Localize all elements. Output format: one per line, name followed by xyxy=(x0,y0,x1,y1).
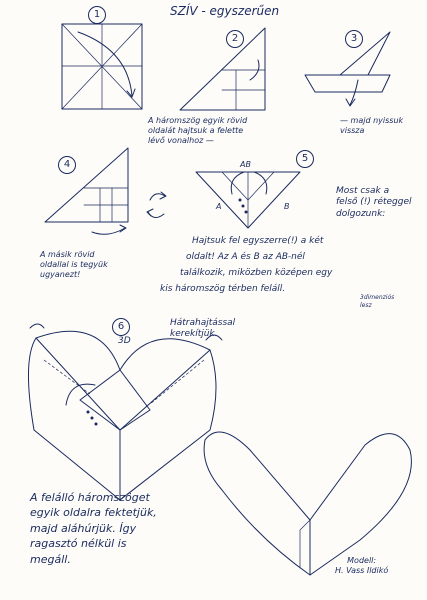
model-credit: Modell: H. Vass Ildikó xyxy=(335,556,389,575)
step5-triangle-diagram xyxy=(196,172,300,228)
step5-note: Most csak a felső (!) réteggel dolgozunk: xyxy=(336,186,412,219)
step6-note: Hátrahajtással kerekítjük. xyxy=(170,318,236,340)
step2-triangle-diagram xyxy=(180,28,265,110)
step5-instruction-line1: Hajtsuk fel egyszerre(!) a két xyxy=(192,236,324,246)
step3-instruction: — majd nyissuk vissza xyxy=(340,116,404,135)
step-number-6: 6 xyxy=(112,318,130,336)
step-number-5: 5 xyxy=(296,150,314,168)
step-number-3: 3 xyxy=(345,30,363,48)
step-number-1: 1 xyxy=(88,6,106,24)
label-ab: AB xyxy=(240,160,251,169)
step5-3d-note: 3dimenziós lesz xyxy=(360,294,395,309)
final-heart-diagram xyxy=(204,432,411,575)
step2-instruction: A háromszög egyik rövid oldalát hajtsuk a felette lévő vonalhoz — xyxy=(148,116,248,145)
step-number-2: 2 xyxy=(226,30,244,48)
step5-instruction-line2: oldalt! Az A és B az AB-nél xyxy=(186,252,305,262)
step4-instruction: A másik rövid oldallal is tegyük ugyanezt! xyxy=(40,250,108,279)
page-title: SZÍV - egyszerűen xyxy=(170,4,280,18)
step6-3d-heart-diagram xyxy=(28,324,222,500)
label-a: A xyxy=(216,202,222,211)
step1-square-diagram xyxy=(62,24,142,109)
label-b: B xyxy=(284,202,290,211)
step-number-4: 4 xyxy=(58,156,76,174)
final-instruction: A felálló háromszöget egyik oldalra fektetjük, majd aláhúrjük. Így ragasztó nélkül is megáll. xyxy=(30,491,157,566)
step5-instruction-line3: találkozik, miközben középen egy xyxy=(180,268,333,278)
step4-triangle-diagram xyxy=(45,148,128,234)
flip-arrows-icon xyxy=(147,192,166,218)
step5-instruction-line4: kis háromszög térben feláll. xyxy=(160,284,286,294)
step6-3d-label: 3D xyxy=(118,336,131,346)
